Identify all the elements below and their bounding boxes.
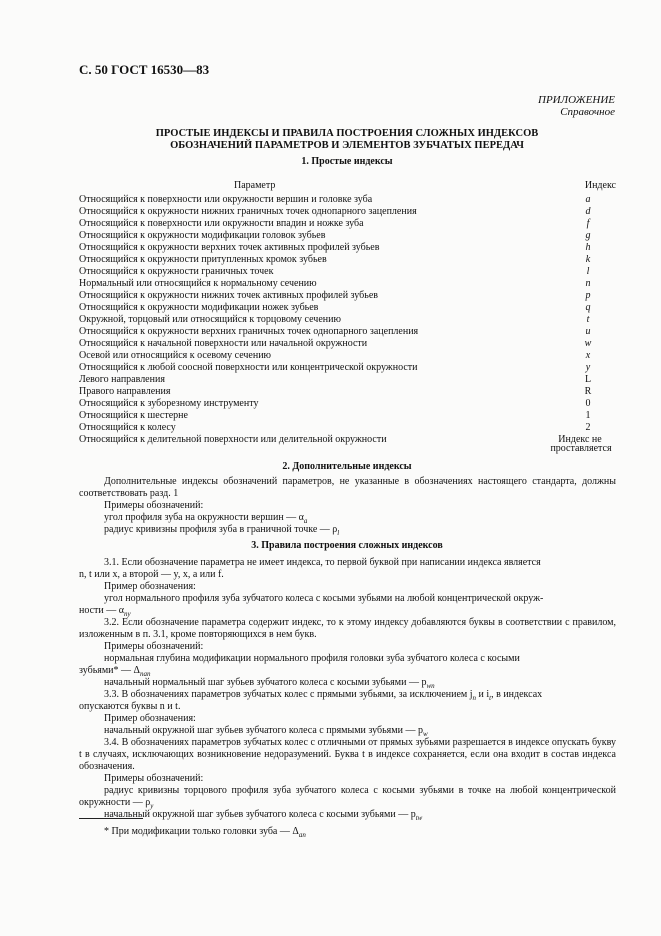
parameter-cell: Левого направления: [79, 374, 165, 385]
index-cell: y: [585, 362, 591, 373]
index-cell: 1: [585, 410, 591, 421]
parameter-cell: Относящийся к окружности модификации головок зубьев: [79, 230, 326, 241]
example-line: радиус кривизны торцового профиля зуба зубчатого колеса с косыми зубьями в точке на любой концентрической окружности — $\rho_y$: [79, 785, 616, 810]
index-cell: 2: [585, 422, 591, 433]
index-cell: p: [585, 290, 591, 301]
document-title-line-2: ОБОЗНАЧЕНИЙ ПАРАМЕТРОВ И ЭЛЕМЕНТОВ ЗУБЧАТЫХ ПЕРЕДАЧ: [170, 140, 524, 151]
example-line-cont: зубьями* — $\Delta_{nan}$: [79, 665, 151, 678]
table-row: [79, 230, 616, 242]
index-cell: R: [584, 386, 592, 397]
parameter-cell: Относящийся к окружности модификации ножек зубьев: [79, 302, 319, 313]
examples-label: Примеры обозначений:: [104, 500, 204, 511]
example-line: начальный нормальный шаг зубьев зубчатого колеса с косыми зубьями — $p_{wn}$: [104, 677, 435, 690]
index-cell: d: [585, 206, 591, 217]
example-label: Пример обозначения:: [104, 713, 196, 724]
paragraph-3-1-cont: n, t или x, а второй — y, x, a или f.: [79, 569, 224, 580]
table-row: [79, 350, 616, 362]
index-cell: n: [585, 278, 591, 289]
example-line-cont: ности — $\alpha_{ny}$: [79, 605, 131, 618]
footnote: * При модификации только головки зуба — $\Delta_{an}$: [104, 826, 306, 839]
table-row: [79, 386, 616, 398]
index-cell: h: [585, 242, 591, 253]
section-2-paragraph: Дополнительные индексы обозначений параметров, не указанные в обозначениях настоящего стандарта, должны соответствовать разд. 1: [79, 476, 616, 499]
example-line: радиус кривизны профиля зуба в граничной точке — $\rho_l$: [104, 524, 340, 537]
table-row: [79, 266, 616, 278]
parameter-cell: Осевой или относящийся к осевому сечению: [79, 350, 272, 361]
paragraph-3-3: 3.3. В обозначениях параметров зубчатых колес с прямыми зубьями, за исключением $j_n$ и $i_t$, в индексах: [104, 689, 543, 702]
parameter-cell: Относящийся к окружности верхних граничных точек однопарного зацепления: [79, 326, 419, 337]
table-row: [79, 194, 616, 206]
parameter-cell: Относящийся к делительной поверхности или делительной окружности: [79, 434, 387, 445]
index-cell: f: [586, 218, 590, 229]
index-cell: g: [585, 230, 591, 241]
footnote-divider: [79, 818, 143, 819]
appendix-title: ПРИЛОЖЕНИЕ: [538, 94, 615, 106]
paragraph-3-4: 3.4. В обозначениях параметров зубчатых колес с отличными от прямых зубьями разрешается в индексе опускать букву t в случаях, исключающих возникновение недоразумений. Буква t в индексе сохраняется, если она входит в состав индекса обозначения.: [79, 737, 616, 772]
table-row: [79, 374, 616, 386]
parameter-cell: Относящийся к окружности верхних точек активных профилей зубьев: [79, 242, 380, 253]
parameter-cell: Относящийся к окружности нижних граничных точек однопарного зацепления: [79, 206, 417, 217]
index-cell: u: [585, 326, 591, 337]
paragraph-3-3-cont: опускаются буквы n и t.: [79, 701, 181, 712]
table-row: [79, 290, 616, 302]
parameter-cell: Окружной, торцовый или относящийся к торцовому сечению: [79, 314, 341, 325]
appendix-subtitle: Справочное: [560, 106, 615, 118]
parameter-cell: Относящийся к зуборезному инструменту: [79, 398, 259, 409]
table-row: [79, 302, 616, 314]
index-cell: Индекс не: [558, 434, 602, 445]
table-row: [79, 218, 616, 230]
column-header-index: Индекс: [584, 180, 616, 191]
table-row: [79, 254, 616, 266]
table-row: [79, 278, 616, 290]
table-row: [79, 422, 616, 434]
parameter-cell: Нормальный или относящийся к нормальному сечению: [79, 278, 317, 289]
last-index-line-2: проставляется: [550, 443, 612, 454]
table-row: [79, 338, 616, 350]
parameter-cell: Правого направления: [79, 386, 171, 397]
appendix-label: [538, 94, 615, 118]
index-cell: 0: [585, 398, 591, 409]
parameter-cell: Относящийся к шестерне: [79, 410, 188, 421]
index-cell: a: [585, 194, 591, 205]
table-row: [79, 362, 616, 374]
parameter-cell: Относящийся к окружности притупленных кромок зубьев: [79, 254, 327, 265]
table-row: [79, 434, 616, 446]
table-row: [79, 206, 616, 218]
index-cell: t: [586, 314, 590, 325]
section-2-heading: 2. Дополнительные индексы: [282, 461, 412, 472]
table-row: [79, 326, 616, 338]
column-header-parameter: Параметр: [234, 180, 276, 191]
paragraph-3-2: 3.2. Если обозначение параметра содержит индекс, то к этому индексу добавляются буквы в соответствии с правилом, изложенным в п. 3.1, кроме повторяющихся в нем букв.: [79, 617, 616, 640]
parameter-cell: Относящийся к поверхности или окружности впадин и ножке зуба: [79, 218, 364, 229]
section-3-heading: 3. Правила построения сложных индексов: [251, 540, 443, 551]
index-cell: q: [585, 302, 591, 313]
parameter-cell: Относящийся к любой соосной поверхности или концентрической окружности: [79, 362, 418, 373]
parameter-cell: Относящийся к колесу: [79, 422, 176, 433]
table-row: [79, 242, 616, 254]
parameter-cell: Относящийся к поверхности или окружности вершин и головке зуба: [79, 194, 373, 205]
index-cell: x: [585, 350, 591, 361]
document-title-line-1: ПРОСТЫЕ ИНДЕКСЫ И ПРАВИЛА ПОСТРОЕНИЯ СЛОЖНЫХ ИНДЕКСОВ: [155, 128, 539, 139]
table-row: [79, 398, 616, 410]
index-cell: k: [585, 254, 591, 265]
section-1-heading: 1. Простые индексы: [301, 156, 393, 167]
example-line: нормальная глубина модификации нормального профиля головки зуба зубчатого колеса с косыми: [104, 653, 520, 664]
index-cell: L: [584, 374, 592, 385]
example-line: начальный окружной шаг зубьев зубчатого колеса с прямыми зубьями — $p_w$: [104, 725, 428, 738]
table-row: [79, 410, 616, 422]
example-line: угол нормального профиля зуба зубчатого колеса с косыми зубьями на любой концентрической окруж-: [104, 593, 544, 604]
index-cell: l: [586, 266, 590, 277]
parameter-cell: Относящийся к окружности граничных точек: [79, 266, 274, 277]
page-header: С. 50 ГОСТ 16530—83: [79, 62, 210, 77]
examples-label: Примеры обозначений:: [104, 641, 204, 652]
examples-label: Примеры обозначений:: [104, 773, 204, 784]
paragraph-3-1: 3.1. Если обозначение параметра не имеет индекса, то первой буквой при написании индекса является: [104, 557, 541, 568]
example-line: угол профиля зуба на окружности вершин — $\alpha_a$: [104, 512, 308, 525]
index-cell: w: [584, 338, 592, 349]
parameter-cell: Относящийся к начальной поверхности или начальной окружности: [79, 338, 368, 349]
example-label: Пример обозначения:: [104, 581, 196, 592]
parameter-cell: Относящийся к окружности нижних точек активных профилей зубьев: [79, 290, 378, 301]
example-line: начальный окружной шаг зубьев зубчатого колеса с косыми зубьями — $p_{tw}$: [104, 809, 423, 822]
table-row: [79, 314, 616, 326]
